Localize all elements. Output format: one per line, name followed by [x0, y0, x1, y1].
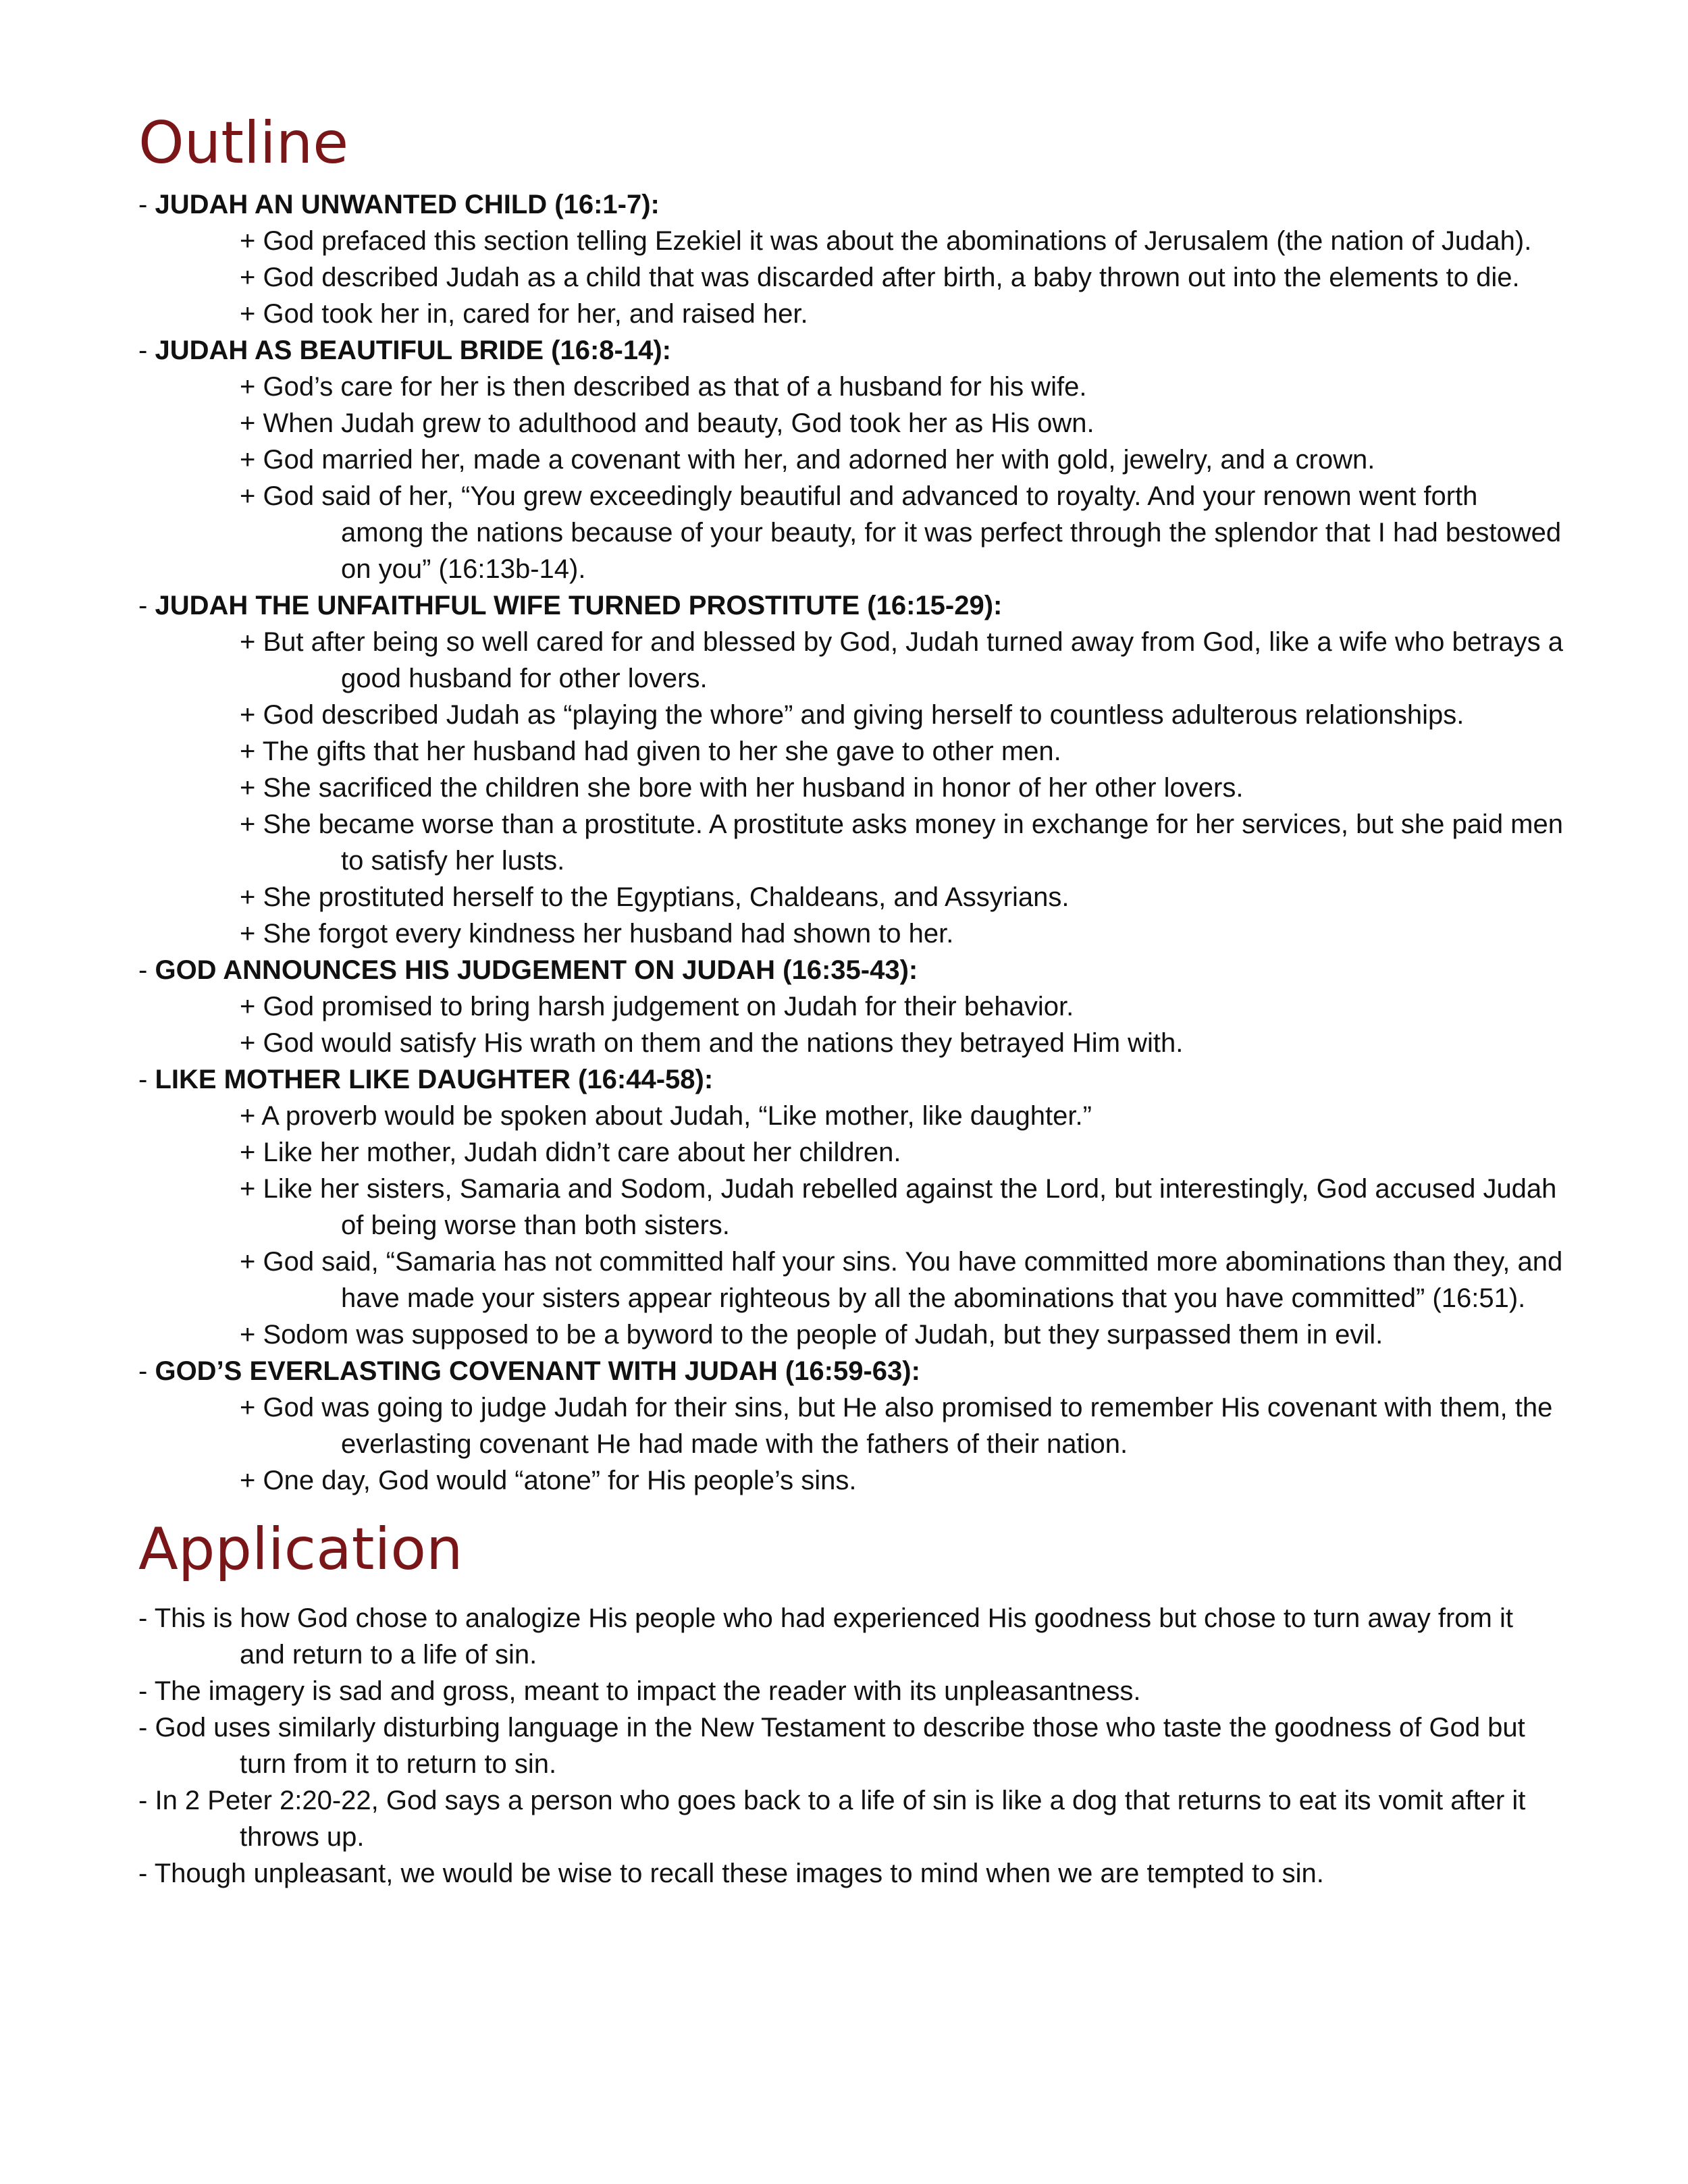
point-text: A proverb would be spoken about Judah, “Like mother, like daughter.” [261, 1100, 1092, 1131]
point-marker: + [240, 408, 256, 438]
application-marker: - [138, 1786, 148, 1816]
outline-point [138, 624, 1563, 697]
application-marker: - [138, 1859, 148, 1889]
point-marker: + [240, 481, 256, 511]
point-marker: + [240, 1246, 256, 1277]
point-marker: + [240, 991, 256, 1021]
point-text: God took her in, cared for her, and raised her. [263, 298, 808, 329]
application-point [138, 1673, 1563, 1709]
outline-point [138, 1134, 1563, 1171]
application-point [138, 1709, 1563, 1782]
point-text: She sacrificed the children she bore with her husband in honor of her other lovers. [263, 772, 1244, 803]
application-marker: - [138, 1676, 148, 1707]
outline-section-title [138, 332, 1563, 369]
application-heading: Application [138, 1515, 463, 1583]
outline-point [138, 915, 1563, 952]
point-marker: + [240, 225, 256, 256]
outline-point [138, 1098, 1563, 1134]
outline-point [138, 478, 1563, 587]
outline-point [138, 879, 1563, 915]
outline-point [138, 223, 1563, 259]
point-text: She forgot every kindness her husband had shown to her. [263, 918, 954, 949]
outline-point [138, 697, 1563, 733]
point-marker: + [240, 1028, 256, 1058]
application-point [138, 1782, 1563, 1855]
point-marker: + [240, 627, 256, 657]
application-text: This is how God chose to analogize His people who had experienced His goodness but chose to turn away from it and return to a life of sin. [154, 1603, 1513, 1670]
outline-point [138, 1244, 1563, 1316]
point-marker: + [240, 1465, 256, 1495]
outline-section-title [138, 1353, 1563, 1389]
point-text: God was going to judge Judah for their sins, but He also promised to remember His covenant with them, the everlasting covenant He had made with the fathers of their nation. [263, 1392, 1553, 1459]
point-marker: + [240, 444, 256, 475]
outline-point [138, 405, 1563, 442]
outline-point [138, 770, 1563, 806]
point-text: Like her sisters, Samaria and Sodom, Judah rebelled against the Lord, but interestingly, God accused Judah of being worse than both sisters. [263, 1173, 1557, 1240]
point-text: But after being so well cared for and blessed by God, Judah turned away from God, like a wife who betrays a good husband for other lovers. [263, 627, 1563, 693]
outline-point [138, 1171, 1563, 1244]
outline-section-title [138, 1061, 1563, 1098]
point-marker: + [240, 298, 256, 329]
outline-point [138, 988, 1563, 1025]
point-text: When Judah grew to adulthood and beauty, God took her as His own. [263, 408, 1094, 438]
outline-point [138, 442, 1563, 478]
outline-point [138, 259, 1563, 296]
application-text: The imagery is sad and gross, meant to impact the reader with its unpleasantness. [154, 1676, 1141, 1707]
outline-point [138, 1025, 1563, 1061]
point-text: God married her, made a covenant with her, and adorned her with gold, jewelry, and a crown. [263, 444, 1375, 475]
point-text: God would satisfy His wrath on them and the nations they betrayed Him with. [263, 1028, 1184, 1058]
point-text: God promised to bring harsh judgement on Judah for their behavior. [263, 991, 1074, 1021]
point-marker: + [240, 1137, 256, 1167]
application-marker: - [138, 1713, 148, 1743]
point-marker: + [240, 1319, 256, 1350]
point-marker: + [240, 772, 256, 803]
point-marker: + [240, 371, 256, 402]
section-title-text: JUDAH THE UNFAITHFUL WIFE TURNED PROSTITUTE (16:15-29): [155, 590, 1003, 620]
section-marker: - [138, 335, 148, 365]
section-title-text: GOD’S EVERLASTING COVENANT WITH JUDAH (16:59-63): [155, 1356, 920, 1386]
point-marker: + [240, 1100, 256, 1131]
outline-heading: Outline [138, 109, 349, 177]
application-list [138, 1600, 1563, 1892]
point-text: She became worse than a prostitute. A prostitute asks money in exchange for her services, but she paid men to satisfy her lusts. [263, 809, 1563, 876]
point-text: She prostituted herself to the Egyptians, Chaldeans, and Assyrians. [263, 882, 1070, 912]
application-text: In 2 Peter 2:20-22, God says a person who goes back to a life of sin is like a dog that returns to eat its vomit after it throws up. [155, 1786, 1526, 1853]
outline-section-title [138, 587, 1563, 624]
point-text: Sodom was supposed to be a byword to the people of Judah, but they surpassed them in evil. [263, 1319, 1383, 1350]
outline-point [138, 1462, 1563, 1499]
point-marker: + [240, 918, 256, 949]
outline-point [138, 733, 1563, 770]
section-title-text: JUDAH AS BEAUTIFUL BRIDE (16:8-14): [155, 335, 671, 365]
section-marker: - [138, 1356, 148, 1386]
section-marker: - [138, 1064, 148, 1094]
point-text: The gifts that her husband had given to her she gave to other men. [262, 736, 1061, 766]
point-marker: + [240, 1173, 256, 1204]
outline-point [138, 1316, 1563, 1353]
outline-point [138, 806, 1563, 879]
point-marker: + [240, 882, 256, 912]
point-marker: + [240, 1392, 256, 1422]
application-point [138, 1600, 1563, 1673]
application-marker: - [138, 1603, 148, 1634]
outline-list [138, 186, 1563, 1499]
outline-point [138, 369, 1563, 405]
application-text: Though unpleasant, we would be wise to recall these images to mind when we are tempted to sin. [154, 1859, 1324, 1889]
point-marker: + [240, 262, 256, 292]
application-point [138, 1855, 1563, 1892]
point-marker: + [240, 699, 256, 730]
point-text: God described Judah as “playing the whore” and giving herself to countless adulterous relationships. [263, 699, 1465, 730]
section-title-text: JUDAH AN UNWANTED CHILD (16:1-7): [155, 189, 660, 219]
section-title-text: GOD ANNOUNCES HIS JUDGEMENT ON JUDAH (16:35-43): [155, 955, 918, 985]
outline-section-title [138, 952, 1563, 988]
section-marker: - [138, 955, 148, 985]
outline-section-title [138, 186, 1563, 223]
point-text: God prefaced this section telling Ezekiel it was about the abominations of Jerusalem (the nation of Judah). [263, 225, 1532, 256]
point-text: God described Judah as a child that was discarded after birth, a baby thrown out into the elements to die. [263, 262, 1520, 292]
point-text: God said of her, “You grew exceedingly beautiful and advanced to royalty. And your renown went forth among the nations because of your beauty, for it was perfect through the splendor that I had bestowed on you” (16:13b-14). [263, 481, 1562, 584]
section-marker: - [138, 189, 148, 219]
application-text: God uses similarly disturbing language in the New Testament to describe those who taste the goodness of God but turn from it to return to sin. [155, 1713, 1525, 1780]
outline-point [138, 1389, 1563, 1462]
point-text: God said, “Samaria has not committed half your sins. You have committed more abominations than they, and have made your sisters appear righteous by all the abominations that you have committed” (16:51). [263, 1246, 1563, 1313]
point-text: God’s care for her is then described as that of a husband for his wife. [263, 371, 1087, 402]
section-marker: - [138, 590, 148, 620]
point-text: Like her mother, Judah didn’t care about her children. [263, 1137, 901, 1167]
outline-point [138, 296, 1563, 332]
point-text: One day, God would “atone” for His people’s sins. [263, 1465, 857, 1495]
point-marker: + [240, 736, 256, 766]
point-marker: + [240, 809, 256, 839]
document-page [138, 111, 1563, 1892]
section-title-text: LIKE MOTHER LIKE DAUGHTER (16:44-58): [155, 1064, 714, 1094]
